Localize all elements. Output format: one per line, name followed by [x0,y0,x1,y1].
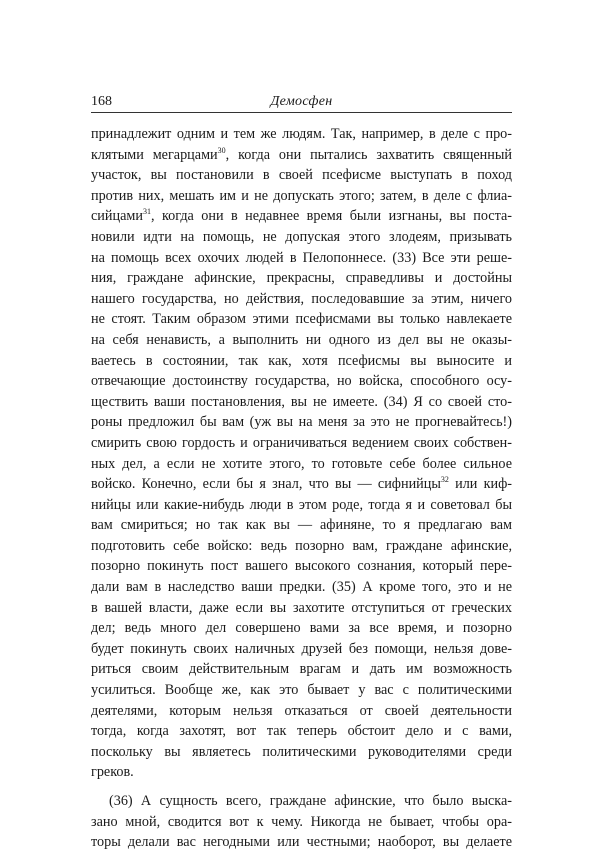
text-line: зано мной, сводится вот к чему. Никогда не бывает, чтобы ора- [91,813,512,830]
text-line: сийцами$^{31}$, когда они в недавнее время были изгнаны, вы поста- [91,207,512,225]
text-line: не стоят. Таким образом этими псефисмами вы только навлекаете [91,311,512,328]
text-line: ваетесь в состоянии, так как, хотя псефисмы вы выносите и [91,352,512,369]
text-line: дел; ведь много дел совершено вами за все время, и позорно [91,620,512,637]
text-line: будет покинуть своих наличных друзей без помощи, нельзя дове- [91,640,512,657]
footnote-marker: 32 [440,475,449,485]
page-number: 168 [91,94,112,109]
text-line: ных дел, а если не хотите этого, то готовьте себе более сильное [91,455,512,472]
footnote-marker: 30 [217,145,226,155]
text-line: подготовить себе войско: ведь позорно вам, граждане афинские, [91,537,512,554]
text-line: вам смириться; но так как вы — афиняне, то я предлагаю вам [91,517,512,534]
text-line: в вашей власти, даже если вы захотите отступиться от греческих [91,599,512,616]
text-line: новили идти на помощь, не допуская этого злодеям, призывать [91,228,512,245]
text-line: деятелями, которым нельзя отказаться от своей деятельности [91,702,512,719]
text-line: тогда, когда захотят, вот так теперь обстоит дело и с вами, [91,723,512,740]
page-header [91,94,512,112]
text-line: смирить свою гордость и ограничиваться ведением своих собствен- [91,434,512,451]
text-line: участок, вы постановили в своей псефисме выступать в поход [91,167,512,184]
text-line: позорно покинуть пост вашего высокого сознания, который пере- [91,558,512,575]
text-line: усилиться. Вообще же, как это бывает у вас с политическими [91,682,512,699]
text-line: на помощь всех охочих людей в Пелопоннесе. (33) Все эти реше- [91,249,512,266]
paragraph-gap [91,783,512,791]
footnote-marker: 31 [142,207,151,217]
text-line: поскольку вы являетесь политическими руководителями среди [91,743,512,760]
text-line: греков. [91,764,134,781]
text-line: нийцы или какие-нибудь люди в этом роде, тогда я и советовал бы [91,496,512,513]
text-line: войско. Конечно, если бы я знал, что вы — сифнийцы$^{32}$ или киф- [91,475,512,493]
text-line: торы делали вас негодными или честными; наоборот, вы делаете [91,834,512,851]
header-rule [91,112,512,113]
text-line: нашего государства, но действия, последовавшие за этим, ничего [91,290,512,307]
text-line: роны предложил бы вам (уж вы на меня за это не прогневайтесь!) [91,414,512,431]
running-title: Демосфен [270,94,333,109]
text-line: риться своим действительным врагам и дать им возможность [91,661,512,678]
text-line: на себя ненависть, а выполнить ни одного из дел вы не оказы- [91,331,512,348]
text-line: дали вам в наследство ваши предки. (35) А кроме того, это и не [91,579,512,596]
text-line: принадлежит одним и тем же людям. Так, например, в деле с про- [91,126,512,142]
body-text [91,124,512,853]
text-line: против них, мешать им и не допускать этого; затем, в деле с флиа- [91,187,512,204]
text-line: ществить ваши постановления, вы не имеете. (34) Я со своей сто- [91,393,512,410]
text-line: отвечающие достоинству государства, но войска, способного осу- [91,373,512,390]
text-line: клятыми мегарцами$^{30}$, когда они пытались захватить священный [91,145,512,163]
text-line: (36) А сущность всего, граждане афинские, что было выска- [109,793,512,809]
text-line: ния, граждане афинские, прекрасны, справедливы и достойны [91,270,512,287]
